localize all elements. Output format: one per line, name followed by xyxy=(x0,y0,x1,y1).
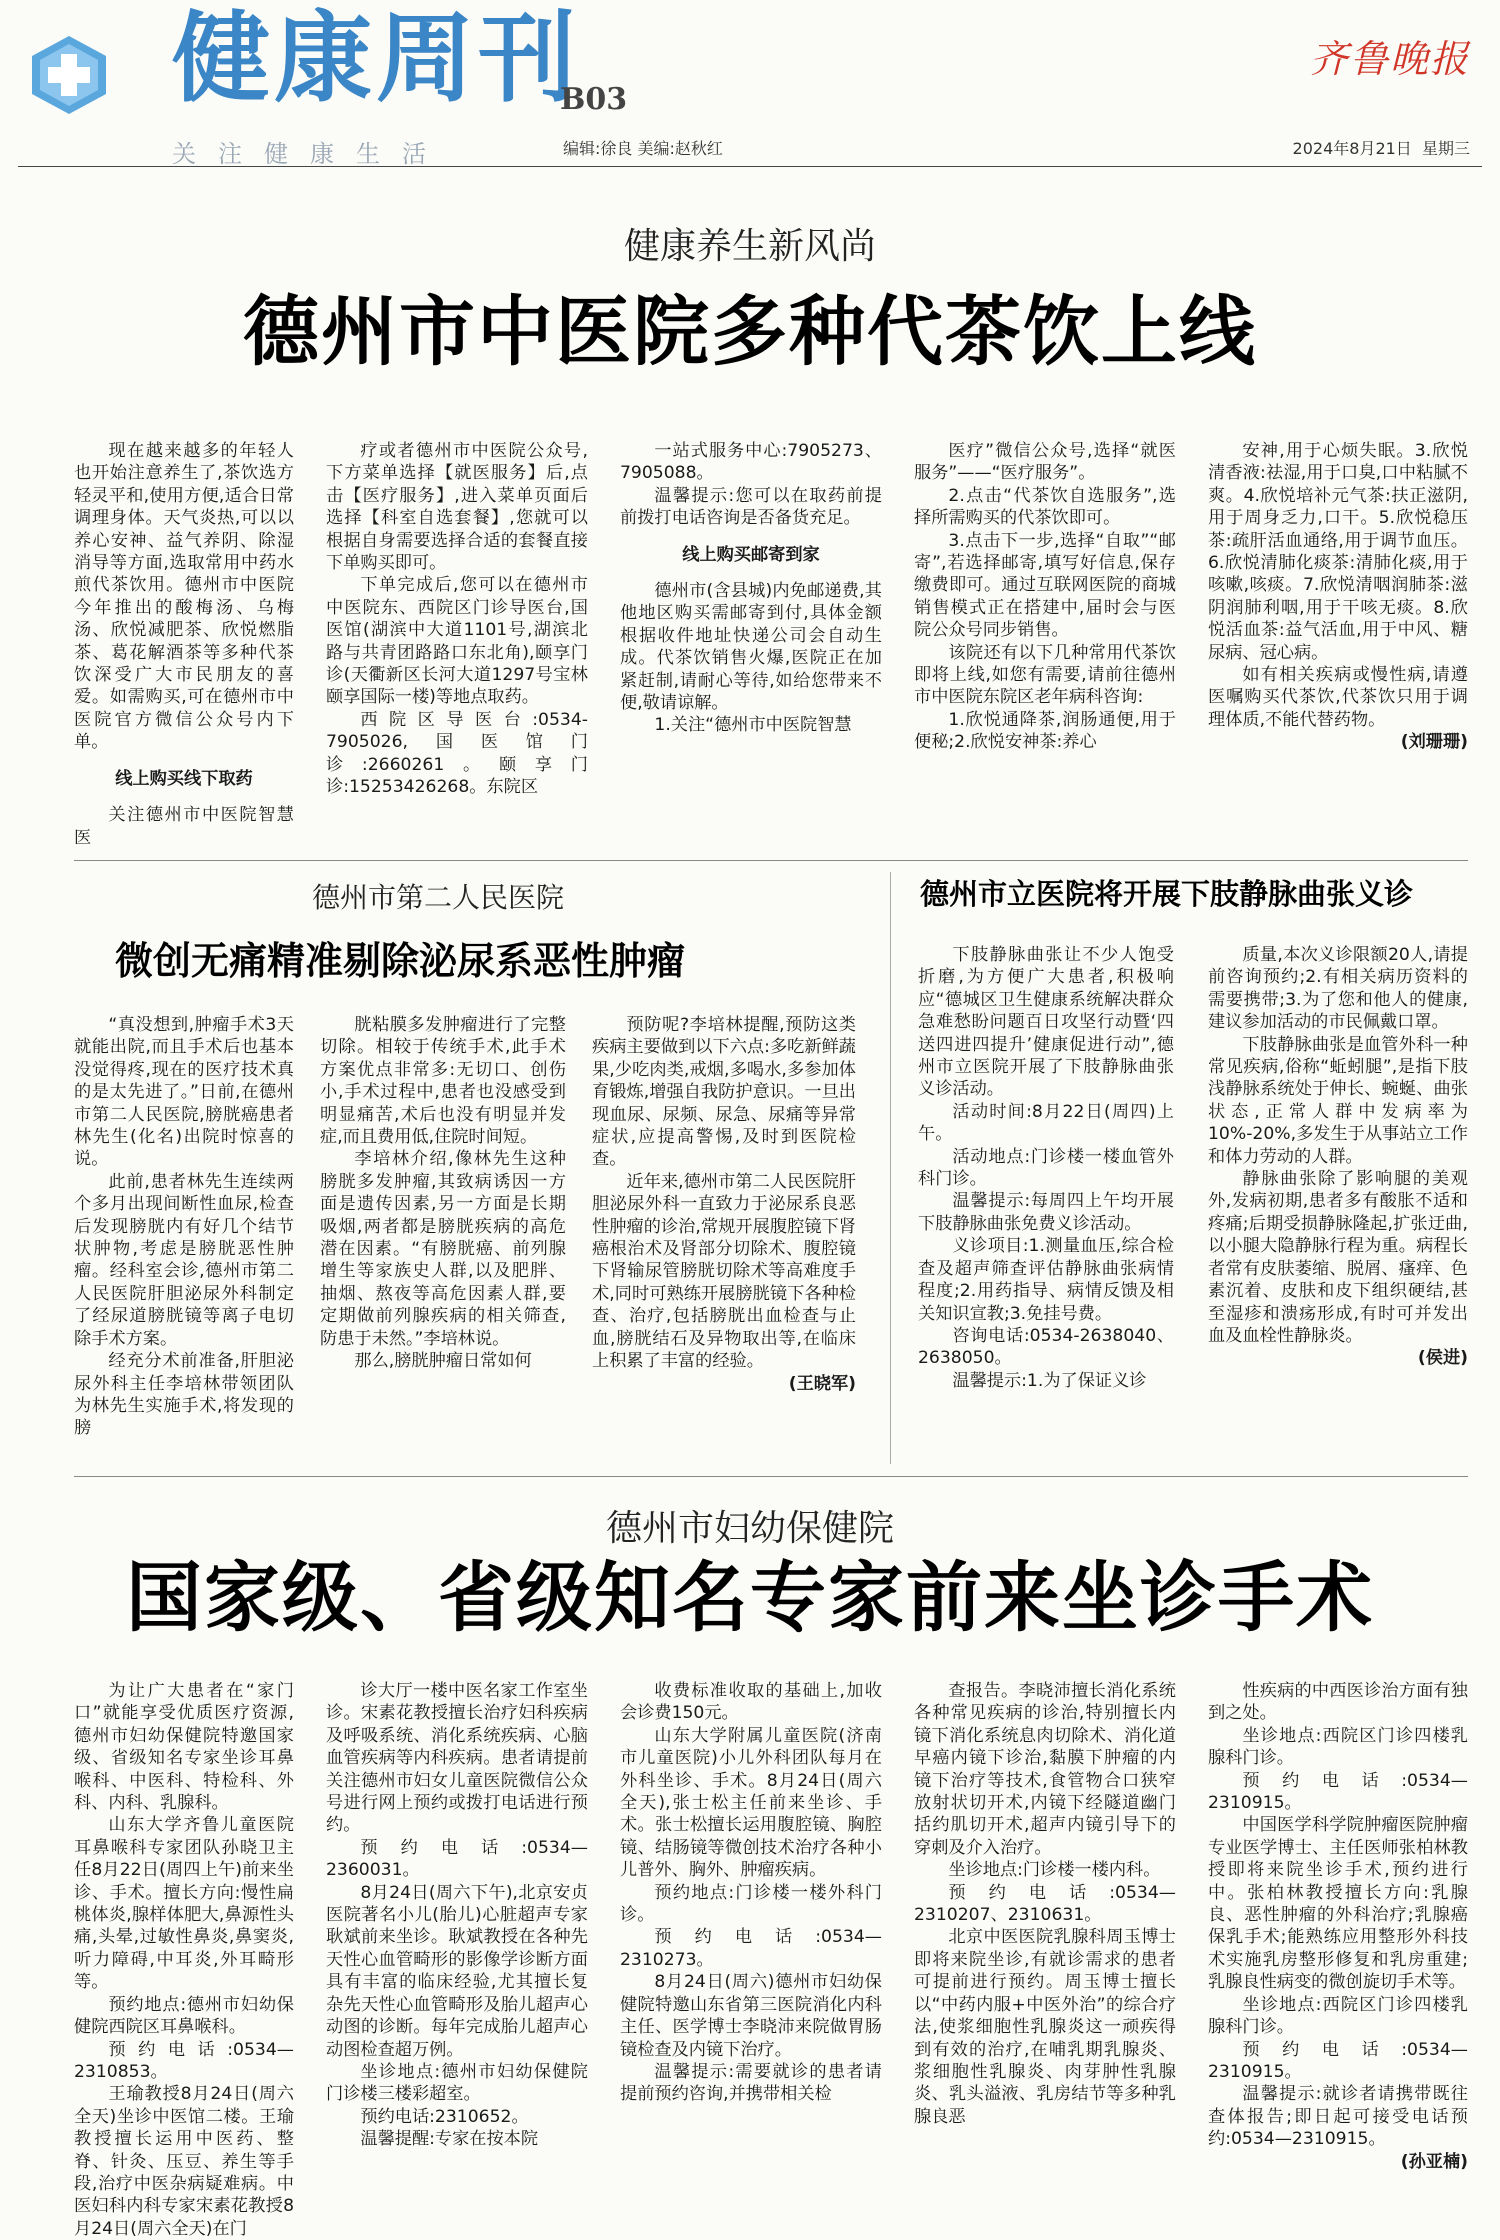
article1-col2: 疗或者德州市中医院公众号,下方菜单选择【就医服务】后,点击【医疗服务】,进入菜单页面后选择【科室自选套餐】,您就可以根据自身需要选择合适的套餐直接下单购买即可。 下单完成后,您可以在德州市中医院东、西院区门诊导医台,国医馆(湖滨中大道1101号,湖滨北路与共青团路路口东北角),颐享门诊(天衢新区长河大道1297号宝林颐享国际一楼)等地点取药。 西院区导医台:0534-7905026,国医馆门诊:2660261。颐享门诊:15253426268。东院区 xyxy=(326,441,588,798)
article2-headline: 微创无痛精准剔除泌尿系恶性肿瘤 xyxy=(115,938,686,983)
dateline xyxy=(1293,136,1470,159)
section-divider xyxy=(74,1476,1468,1477)
subhead-delivery: 线上购买邮寄到家 xyxy=(682,544,820,565)
article4-col5: 性疾病的中西医诊治方面有独到之处。 坐诊地点:西院区门诊四楼乳腺科门诊。 预约电话:0534—2310915。 中国医学科学院肿瘤医院肿瘤专业医学博士、主任医师张柏林教授即将来院坐诊手术,预约进行中。张柏林教授擅长方向:乳腺良、恶性肿瘤的外科治疗;乳腺癌保乳手术;能熟练应用整形外科技术实施乳房整形修复和乳房重建;乳腺良性病变的微创旋切手术等。 坐诊地点:西院区门诊四楼乳腺科门诊。 预约电话:0534—2310915。 温馨提示:就诊者请携带既往查体报告;即日起可接受电话预约:0534—2310915。 (孙亚楠) xyxy=(1208,1681,1468,2172)
article1-col1: 现在越来越多的年轻人也开始注意养生了,茶饮选方轻灵平和,使用方便,适合日常调理身体。天气炎热,可以以养心安神、益气养阴、除湿消导等方面,选取常用中药水煎代茶饮用。德州市中医院今年推出的酸梅汤、乌梅汤、欣悦减肥茶、欣悦燃脂茶、葛花解酒茶等多种代茶饮深受广大市民朋友的喜爱。如需购买,可在德州市中医院官方微信公众号内下单。 线上购买线下取药 关注德州市中医院智慧医 xyxy=(74,441,294,848)
section-divider xyxy=(74,860,1468,861)
issue-date: 2024年8月21日 xyxy=(1292,139,1412,158)
article2-col2: 胱粘膜多发肿瘤进行了完整切除。相较于传统手术,此手术方案优点非常多:无切口、创伤小,手术过程中,患者也没感受到明显痛苦,术后也没有明显并发症,而且费用低,住院时间短。 李培林介绍,像林先生这种膀胱多发肿瘤,其致病诱因一方面是遗传因素,另一方面是长期吸烟,两者都是膀胱疾病的高危潜在因素。“有膀胱癌、前列腺增生等家族史人群,以及肥胖、抽烟、熬夜等高危因素人群,要定期做前列腺疾病的相关筛查,防患于未然。”李培林说。 那么,膀胱肿瘤日常如何 xyxy=(320,1015,566,1372)
cross-logo-icon xyxy=(28,34,110,116)
article1-col5: 安神,用于心烦失眠。3.欣悦清香液:祛湿,用于口臭,口中粘腻不爽。4.欣悦培补元气茶:扶正滋阴,用于周身乏力,口干。5.欣悦稳压茶:疏肝活血通络,用于调节血压。6.欣悦清肺化痰茶:清肺化痰,用于咳嗽,咳痰。7.欣悦清咽润肺茶:滋阴润肺利咽,用于干咳无痰。8.欣悦活血茶:益气活血,用于中风、糖尿病、冠心病。 如有相关疾病或慢性病,请遵医嘱购买代茶饮,代茶饮只用于调理体质,不能代替药物。 (刘珊珊) xyxy=(1208,441,1468,753)
article1-kicker: 健康养生新风尚 xyxy=(623,226,876,267)
column-divider xyxy=(890,872,891,1464)
article4-kicker: 德州市妇幼保健院 xyxy=(605,1508,894,1549)
issue-weekday: 星期三 xyxy=(1421,139,1470,158)
article2-col3: 预防呢?李培林提醒,预防这类疾病主要做到以下六点:多吃新鲜蔬果,少吃肉类,戒烟,多喝水,多参加体育锻炼,增强自我防护意识。一旦出现血尿、尿频、尿急、尿痛等异常症状,应提高警惕,及时到医院检查。 近年来,德州市第二人民医院肝胆泌尿外科一直致力于泌尿系良恶性肿瘤的诊治,常规开展腹腔镜下肾癌根治术及肾部分切除术、腹腔镜下肾输尿管膀胱切除术等高难度手术,同时可熟练开展膀胱镜下各种检查、治疗,包括膀胱出血检查与止血,膀胱结石及异物取出等,在临床上积累了丰富的经验。 (王晓军) xyxy=(592,1015,856,1394)
masthead-rule xyxy=(18,166,1482,167)
article4-col3: 收费标准收取的基础上,加收会诊费150元。 山东大学附属儿童医院(济南市儿童医院)小儿外科团队每月在外科坐诊、手术。8月24日(周六全天),张士松主任前来坐诊、手术。张士松擅长运用腹腔镜、胸腔镜、结肠镜等微创技术治疗各种小儿普外、胸外、肿瘤疾病。 预约地点:门诊楼一楼外科门诊。 预约电话:0534—2310273。 8月24日(周六)德州市妇幼保健院特邀山东省第三医院消化内科主任、医学博士李晓沛来院做胃肠镜检查及内镜下治疗。 温馨提示:需要就诊的患者请提前预约咨询,并携带相关检 xyxy=(620,1681,882,2105)
article4-byline: (孙亚楠) xyxy=(1400,2151,1468,2172)
newspaper-name: 齐鲁晚报 xyxy=(1309,37,1470,81)
article2-byline: (王晓军) xyxy=(788,1373,856,1394)
article1-col4: 医疗”微信公众号,选择“就医服务”——“医疗服务”。 2.点击“代茶饮自选服务”,选择所需购买的代茶饮即可。 3.点击下一步,选择“自取”“邮寄”,若选择邮寄,填写好信息,保存缴费即可。通过互联网医院的商城销售模式正在搭建中,届时会与医院公众号同步销售。 该院还有以下几种常用代茶饮即将上线,如您有需要,请前往德州市中医院东院区老年病科咨询: 1.欣悦通降茶,润肠通便,用于便秘;2.欣悦安神茶:养心 xyxy=(914,441,1176,753)
article1-col3: 一站式服务中心:7905273、7905088。 温馨提示:您可以在取药前提前拨打电话咨询是否备货充足。 线上购买邮寄到家 德州市(含县城)内免邮递费,其他地区购买需邮寄到付,具体金额根据收件地址快递公司会自动生成。代茶饮销售火爆,医院正在加紧赶制,请耐心等待,如给您带来不便,敬请谅解。 1.关注“德州市中医院智慧 xyxy=(620,441,882,736)
article3-col2: 质量,本次义诊限额20人,请提前咨询预约;2.有相关病历资料的需要携带;3.为了您和他人的健康,建议参加活动的市民佩戴口罩。 下肢静脉曲张是血管外科一种常见疾病,俗称“蚯蚓腿”,是指下肢浅静脉系统处于伸长、蜿蜒、曲张状态,正常人群中发病率为10%-20%,多发生于从事站立工作和体力劳动的人群。 静脉曲张除了影响腿的美观外,发病初期,患者多有酸胀不适和疼痛;后期受损静脉隆起,扩张迂曲,以小腿大隐静脉行程为重。病程长者常有皮肤萎缩、脱屑、瘙痒、色素沉着、皮肤和皮下组织硬结,甚至湿疹和溃疡形成,有时可并发出血及血栓性静脉炎。 (侯进) xyxy=(1208,945,1468,1369)
subhead-pickup: 线上购买线下取药 xyxy=(115,768,253,789)
article3-col1: 下肢静脉曲张让不少人饱受折磨,为方便广大患者,积极响应“德城区卫生健康系统解决群众急难愁盼问题百日攻坚行动暨‘四送四进四提升’健康促进行动”,德州市立医院开展了下肢静脉曲张义诊活动。 活动时间:8月22日(周四)上午。 活动地点:门诊楼一楼血管外科门诊。 温馨提示:每周四上午均开展下肢静脉曲张免费义诊活动。 义诊项目:1.测量血压,综合检查及超声筛查评估静脉曲张病情程度;2.用药指导、病情反馈及相关知识宣教;3.免挂号费。 咨询电话:0534-2638040、2638050。 温馨提示:1.为了保证义诊 xyxy=(918,945,1174,1391)
article3-headline: 德州市立医院将开展下肢静脉曲张义诊 xyxy=(920,877,1414,911)
article4-col1: 为让广大患者在“家门口”就能享受优质医疗资源,德州市妇幼保健院特邀国家级、省级知名专家坐诊耳鼻喉科、中医科、特检科、外科、内科、乳腺科。 山东大学齐鲁儿童医院耳鼻喉科专家团队孙晓卫主任8月22日(周四上午)前来坐诊、手术。擅长方向:慢性扁桃体炎,腺样体肥大,鼻源性头痛,头晕,过敏性鼻炎,鼻窦炎,听力障碍,中耳炎,外耳畸形等。 预约地点:德州市妇幼保健院西院区耳鼻喉科。 预约电话:0534—2310853。 王瑜教授8月24日(周六全天)坐诊中医馆二楼。王瑜教授擅长运用中医药、整脊、针灸、压豆、养生等手段,治疗中医杂病疑难病。中医妇科内科专家宋素花教授8月24日(周六全天)在门 xyxy=(74,1681,294,2239)
article2-kicker: 德州市第二人民医院 xyxy=(312,881,565,914)
masthead-slogan: 关注健康生活 xyxy=(172,140,448,168)
page-number: B03 xyxy=(560,82,628,117)
article1-byline: (刘珊珊) xyxy=(1400,732,1468,753)
article4-col2: 诊大厅一楼中医名家工作室坐诊。宋素花教授擅长治疗妇科疾病及呼吸系统、消化系统疾病、心脑血管疾病等内科疾病。患者请提前关注德州市妇女儿童医院微信公众号进行网上预约或拨打电话进行预约。 预约电话:0534—2360031。 8月24日(周六下午),北京安贞医院著名小儿(胎儿)心脏超声专家耿斌前来坐诊。耿斌教授在各种先天性心血管畸形的影像学诊断方面具有丰富的临床经验,尤其擅长复杂先天性心血管畸形及胎儿超声心动图的诊断。每年完成胎儿超声心动图检查超万例。 坐诊地点:德州市妇幼保健院门诊楼三楼彩超室。 预约电话:2310652。 温馨提醒:专家在按本院 xyxy=(326,1681,588,2150)
article3-byline: (侯进) xyxy=(1417,1348,1468,1369)
article4-col4: 查报告。李晓沛擅长消化系统各种常见疾病的诊治,特别擅长内镜下消化系统息肉切除术、消化道早癌内镜下诊治,黏膜下肿瘤的内镜下治疗等技术,食管物合口狭窄放射状切开术,内镜下经隧道幽门括约肌切开术,超声内镜引导下的穿刺及介入治疗。 坐诊地点:门诊楼一楼内科。 预约电话:0534—2310207、2310631。 北京中医医院乳腺科周玉博士即将来院坐诊,有就诊需求的患者可提前进行预约。周玉博士擅长以“中药内服+中医外治”的综合疗法,使浆细胞性乳腺炎这一顽疾得到有效的治疗,在哺乳期乳腺炎、浆细胞性乳腺炎、肉芽肿性乳腺炎、乳头溢液、乳房结节等多种乳腺良恶 xyxy=(914,1681,1176,2127)
article1-headline: 德州市中医院多种代茶饮上线 xyxy=(243,287,1257,376)
article2-col1: “真没想到,肿瘤手术3天就能出院,而且手术后也基本没觉得疼,现在的医疗技术真的是太先进了。”日前,在德州市第二人民医院,膀胱癌患者林先生(化名)出院时惊喜的说。 此前,患者林先生连续两个多月出现间断性血尿,检查后发现膀胱内有好几个结节状肿物,考虑是膀胱恶性肿瘤。经科室会诊,德州市第二人民医院肝胆泌尿外科制定了经尿道膀胱镜等离子电切除手术方案。 经充分术前准备,肝胆泌尿外科主任李培林带领团队为林先生实施手术,将发现的膀 xyxy=(74,1015,294,1439)
masthead-title: 健康周刊 xyxy=(172,1,581,116)
editor-credits: 编辑:徐良 美编:赵秋红 xyxy=(563,139,723,158)
article4-headline: 国家级、省级知名专家前来坐诊手术 xyxy=(126,1553,1374,1642)
